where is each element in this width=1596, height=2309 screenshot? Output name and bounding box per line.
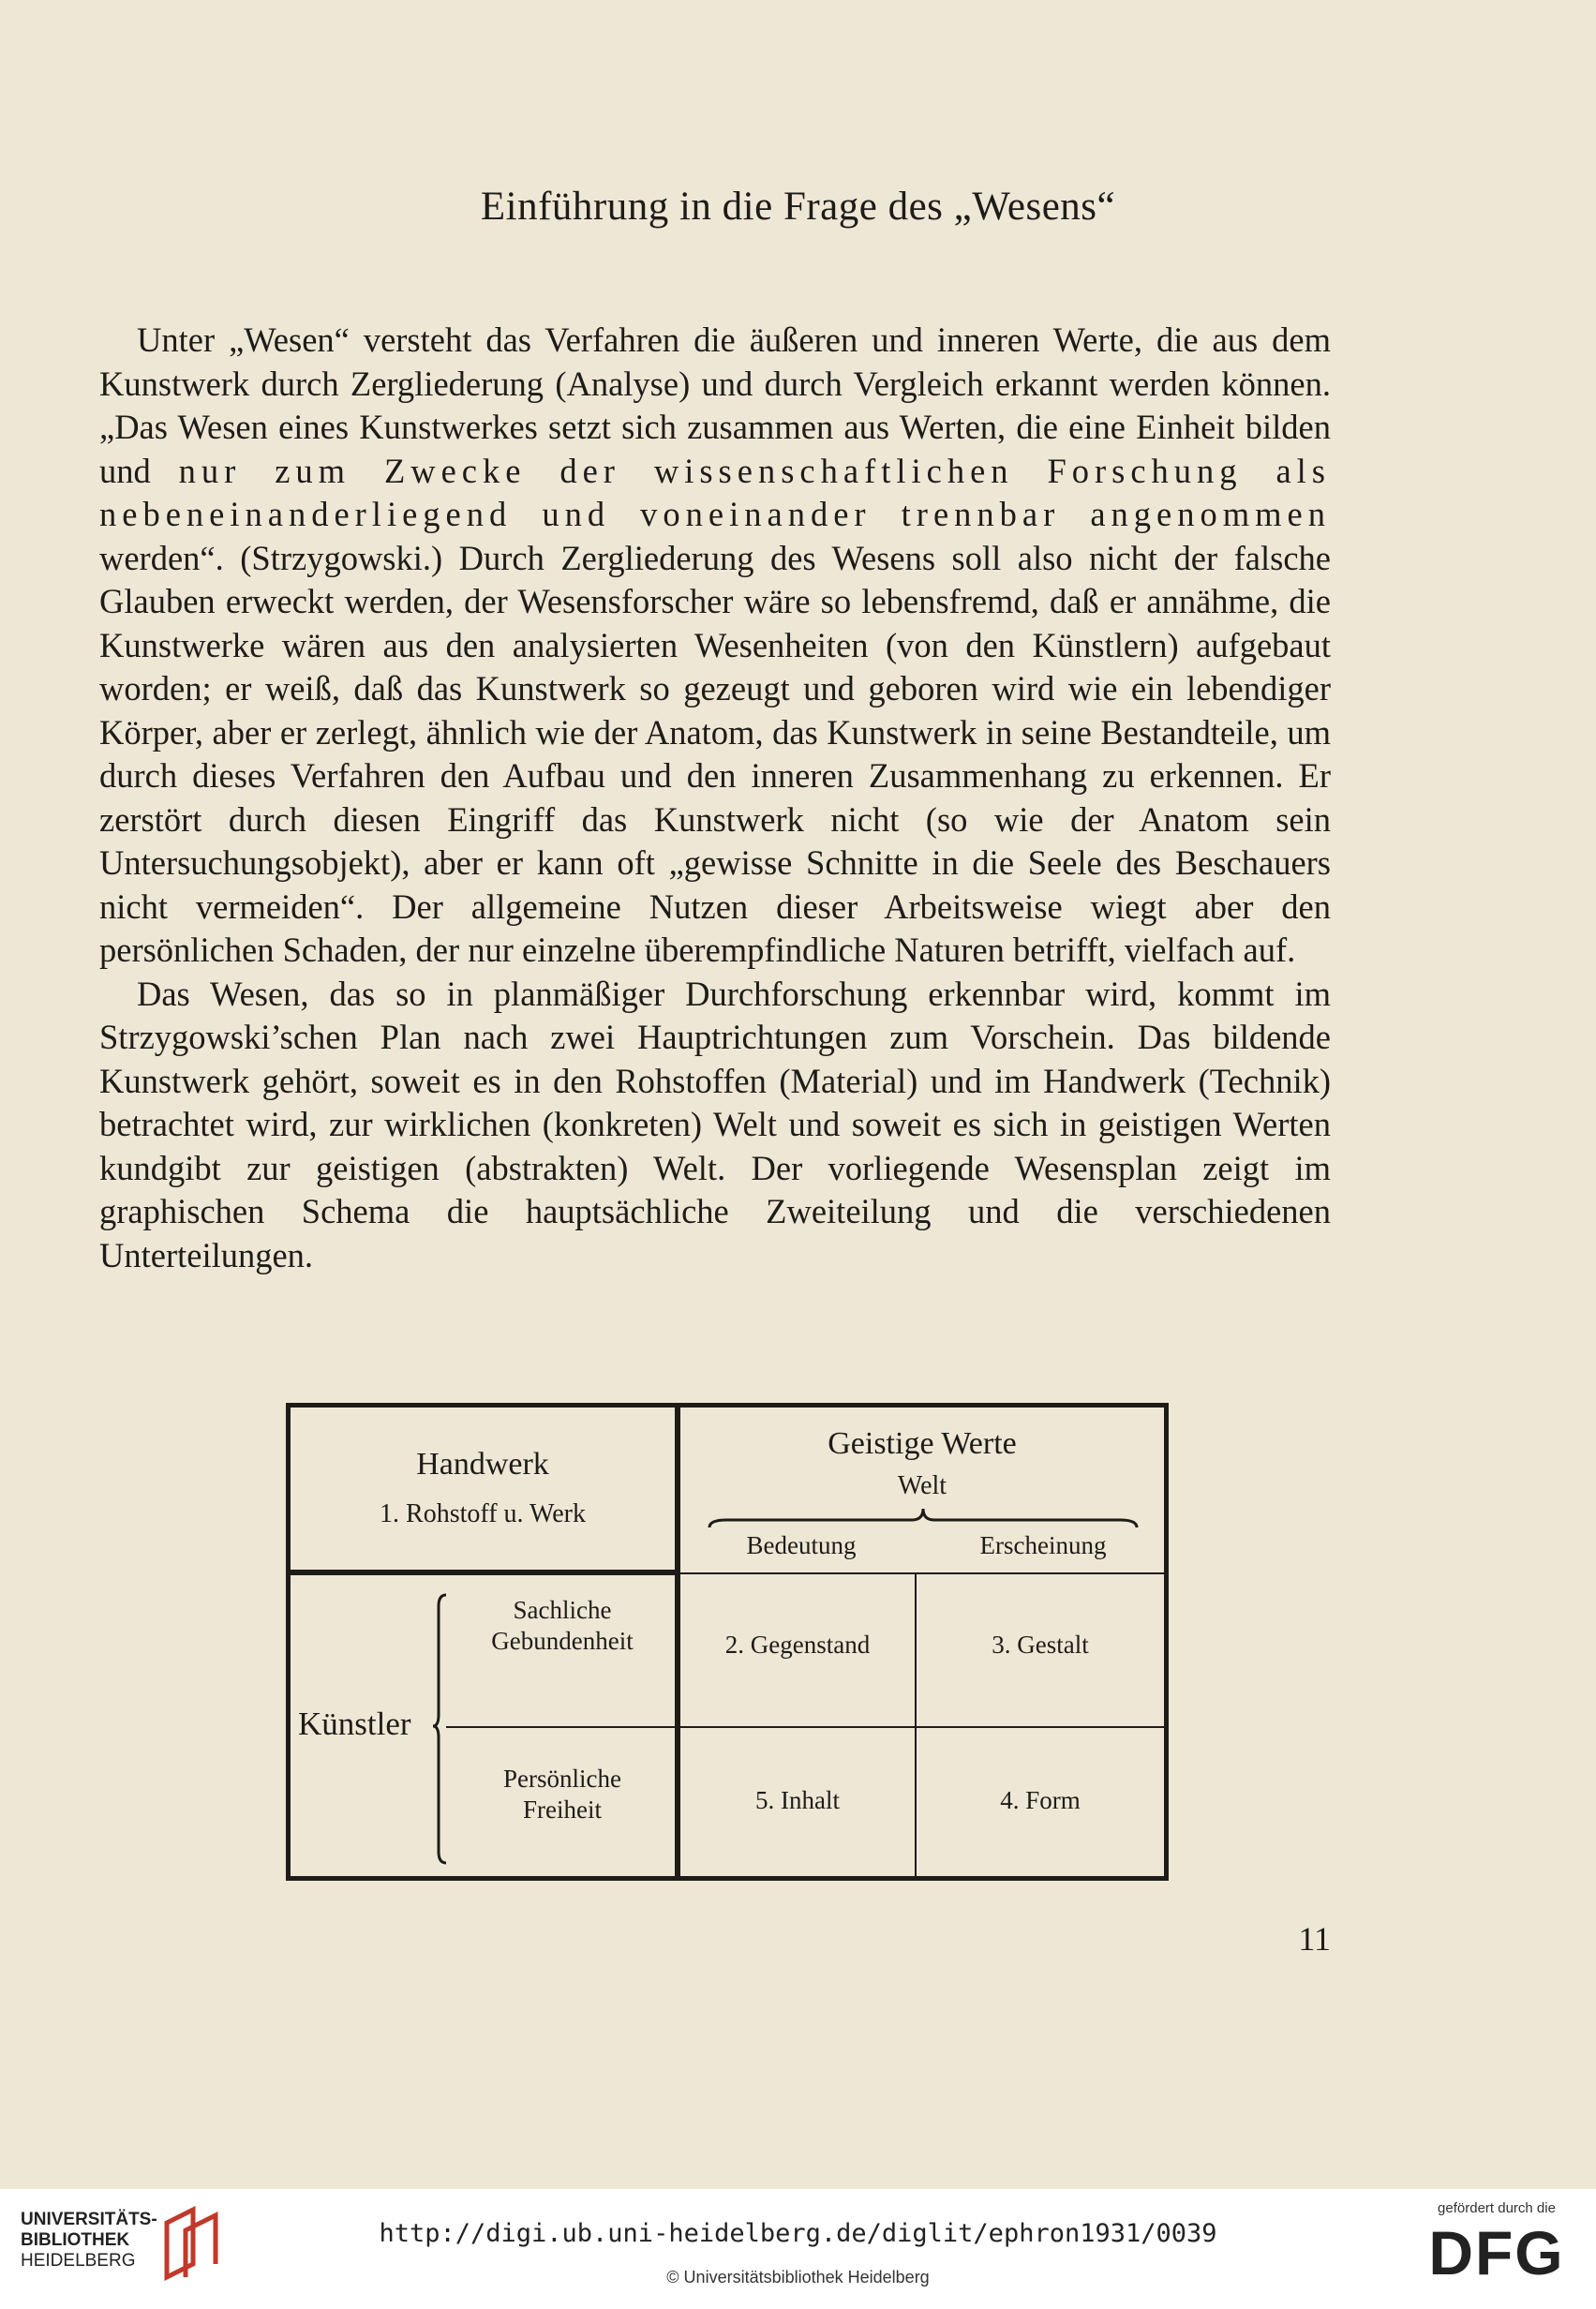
inhalt-cell: 5. Inhalt	[755, 1786, 840, 1814]
gegenstand-cell: 2. Gegenstand	[724, 1631, 871, 1659]
page-title: Einführung in die Frage des „Wesens“	[480, 185, 1116, 229]
schema-handwerk-divider	[291, 1570, 675, 1575]
gestalt-cell: 3. Gestalt	[992, 1631, 1089, 1659]
viewer-footer	[0, 2189, 1596, 2309]
form-cell: 4. Form	[1000, 1786, 1081, 1814]
paragraph-2: Das Wesen, das so in planmäßiger Durchforschung erkennbar wird, kommt im Strzygowski’schen Plan nach zwei Hauptrichtungen zum Vorschein. Das bildende Kunstwerk gehört, soweit es in den Rohstoffen (Material) und im Handwerk (Technik) betrachtet wird, zur wirklichen (konkreten) Welt und soweit es sich in geistigen Werten kundgibt zur geistigen (abstrakten) Welt. Der vorliegende Wesensplan zeigt im graphischen Schema die hauptsächliche Zweiteilung und die verschiedenen Unterteilungen.	[99, 974, 1331, 1274]
copyright-notice: © Universitätsbibliothek Heidelberg	[666, 2268, 930, 2287]
welt-label: Welt	[897, 1471, 947, 1500]
body-text	[99, 319, 1331, 1277]
funded-by-text: gefördert durch die	[1438, 2200, 1556, 2216]
page-number: 11	[1298, 1920, 1331, 1958]
persoenliche-freiheit: Persönliche Freiheit	[503, 1765, 621, 1824]
permalink-url[interactable]: http://digi.ub.uni-heidelberg.de/diglit/ephron1931/0039	[379, 2219, 1217, 2248]
geistige-werte-label: Geistige Werte	[828, 1426, 1017, 1461]
schema-lower-horizontal	[446, 1726, 1164, 1728]
kuenstler-brace	[431, 1593, 450, 1865]
wesensplan-schema	[286, 1403, 1169, 1881]
library-name: UNIVERSITÄTS- BIBLIOTHEK HEIDELBERG	[21, 2210, 157, 2271]
spaced-emphasis: nur zum Zwecke der wissenschaftlichen Forschung als nebeneinanderliegend und voneinander trennbar angenommen	[99, 451, 1331, 533]
sachliche-gebundenheit: Sachliche Gebundenheit	[491, 1596, 634, 1655]
bedeutung-label: Bedeutung	[746, 1531, 857, 1559]
schema-right-divider	[675, 1572, 1164, 1574]
welt-brace	[708, 1503, 1139, 1531]
kuenstler-label: Künstler	[298, 1706, 411, 1742]
dfg-logo: DFG	[1428, 2218, 1565, 2287]
paragraph-1: Unter „Wesen“ versteht das Verfahren die äußeren und inneren Werte, die aus dem Kunstwerk durch Zergliederung (Analyse) und durch Vergleich erkannt werden können. „Das Wesen eines Kunstwerkes setzt sich zusammen aus Werten, die eine Einheit bilden und nur zum Zwecke der wissenschaftlichen Forschung als nebeneinanderliegend und voneinander trennbar angenommen werden“. (Strzygowski.) Durch Zergliederung des Wesens soll also nicht der falsche Glauben erweckt werden, der Wesensforscher wäre so lebensfremd, daß er annähme, die Kunstwerke wären aus den analysierten Wesenheiten (von den Künstlern) aufgebaut worden; er weiß, daß das Kunstwerk so gezeugt und geboren wird wie ein lebendiger Körper, aber er zerlegt, ähnlich wie der Anatom, das Kunstwerk in seine Bestandteile, um durch dieses Verfahren den Aufbau und den inneren Zusammenhang zu erkennen. Er zerstört durch diesen Eingriff das Kunstwerk nicht (so wie der Anatom sein Untersuchungsobjekt), aber er kann oft „gewisse Schnitte in die Seele des Beschauers nicht vermeiden“. Der allgemeine Nutzen dieser Arbeitsweise wiegt aber den persönlichen Schaden, der nur einzelne überempfindliche Naturen betrifft, vielfach auf.	[99, 320, 1331, 969]
erscheinung-label: Erscheinung	[979, 1531, 1107, 1559]
handwerk-label: Handwerk	[416, 1447, 549, 1482]
rohstoff-label: 1. Rohstoff u. Werk	[380, 1499, 586, 1528]
schema-lower-vertical	[915, 1574, 917, 1876]
